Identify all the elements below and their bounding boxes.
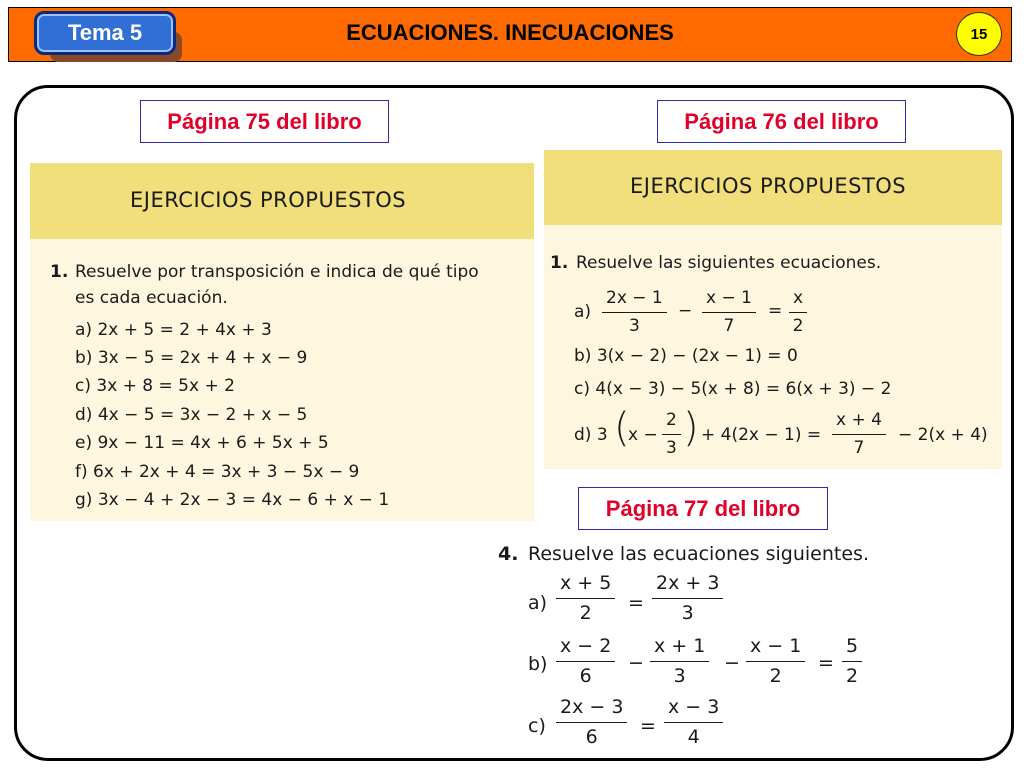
denominator: 3 [681, 602, 694, 624]
denominator: 6 [585, 726, 598, 748]
denominator: 4 [687, 726, 700, 748]
open-paren: ( [614, 405, 630, 451]
exercise-number: 4. [498, 543, 519, 565]
denominator: 3 [673, 665, 686, 687]
equation-item-a: a) 2x + 5 = 2 + 4x + 3 [75, 320, 272, 340]
exercise-prompt: Resuelve las ecuaciones siguientes. [528, 543, 869, 565]
operator: − [724, 652, 740, 674]
panel-left-heading-bar [30, 163, 534, 239]
equation-item-b: b) 3x − 5 = 2x + 4 + x − 9 [75, 348, 308, 368]
item-d-inner: x − [628, 425, 658, 445]
item-d-label: d) 3 [574, 425, 608, 445]
fraction [556, 698, 627, 747]
numerator: 2 [662, 412, 681, 435]
item-a-label: a) [528, 592, 548, 614]
tema-button[interactable]: Tema 5 [34, 11, 176, 55]
denominator: 2 [846, 665, 859, 687]
item-a-label: a) [574, 302, 592, 322]
exercise-prompt: Resuelve las siguientes ecuaciones. [576, 253, 882, 273]
numerator: x + 4 [832, 412, 886, 435]
numerator: x + 1 [650, 637, 709, 662]
fraction [650, 637, 709, 686]
numerator: 2x − 1 [602, 290, 667, 313]
fraction [789, 290, 807, 335]
equation-item-g: g) 3x − 4 + 2x − 3 = 4x − 6 + x − 1 [75, 490, 390, 510]
fraction [556, 637, 615, 686]
item-d-tail: − 2(x + 4) [898, 425, 988, 445]
fraction [556, 574, 615, 623]
fraction [832, 412, 886, 457]
numerator: x [789, 290, 807, 313]
fraction [746, 637, 805, 686]
operator: = [818, 652, 834, 674]
exercise-prompt-line-1: Resuelve por transposición e indica de qué tipo [75, 262, 479, 282]
operator: = [768, 301, 783, 321]
exercise-number: 1. [50, 262, 69, 282]
numerator: x + 5 [556, 574, 615, 599]
fraction [702, 290, 756, 335]
denominator: 2 [579, 602, 592, 624]
exercise-prompt-line-2: es cada ecuación. [75, 288, 228, 308]
operator: = [640, 715, 656, 737]
operator: = [628, 592, 644, 614]
exercise-panel-left [30, 163, 534, 521]
denominator: 2 [792, 316, 804, 336]
fraction [662, 412, 681, 457]
numerator: 5 [842, 637, 862, 662]
item-c-label: c) [528, 715, 546, 737]
denominator: 3 [666, 438, 677, 458]
exercise-panel-right [544, 150, 1002, 469]
page-77-label: Página 77 del libro [578, 487, 828, 530]
numerator: x − 1 [746, 637, 805, 662]
item-c: c) 4(x − 3) − 5(x + 8) = 6(x + 3) − 2 [574, 379, 892, 399]
item-b: b) 3(x − 2) − (2x − 1) = 0 [574, 346, 798, 366]
numerator: x − 3 [664, 698, 723, 723]
numerator: x − 1 [702, 290, 756, 313]
panel-right-heading-bar [544, 150, 1002, 225]
denominator: 6 [579, 665, 592, 687]
numerator: 2x + 3 [652, 574, 723, 599]
operator: − [628, 652, 644, 674]
denominator: 3 [628, 316, 640, 336]
panel-right-heading: EJERCICIOS PROPUESTOS [630, 174, 907, 198]
exercise-number: 1. [550, 253, 569, 273]
page-76-label: Página 76 del libro [657, 100, 906, 143]
equation-item-d: d) 4x − 5 = 3x − 2 + x − 5 [75, 405, 308, 425]
denominator: 7 [723, 316, 735, 336]
item-d-middle: + 4(2x − 1) = [701, 425, 822, 445]
panel-left-heading: EJERCICIOS PROPUESTOS [130, 188, 407, 212]
operator: − [678, 301, 693, 321]
fraction [842, 637, 862, 686]
close-paren: ) [683, 405, 699, 451]
equation-item-c: c) 3x + 8 = 5x + 2 [75, 376, 235, 396]
equation-item-e: e) 9x − 11 = 4x + 6 + 5x + 5 [75, 433, 329, 453]
denominator: 2 [769, 665, 782, 687]
denominator: 7 [853, 438, 865, 458]
page-title: ECUACIONES. INECUACIONES [346, 20, 674, 45]
numerator: x − 2 [556, 637, 615, 662]
page-75-label: Página 75 del libro [140, 100, 389, 143]
numerator: 2x − 3 [556, 698, 627, 723]
item-b-label: b) [528, 653, 548, 675]
fraction [664, 698, 723, 747]
fraction [602, 290, 667, 335]
fraction [652, 574, 723, 623]
page-number-badge: 15 [956, 12, 1002, 56]
equation-item-f: f) 6x + 2x + 4 = 3x + 3 − 5x − 9 [75, 462, 360, 482]
